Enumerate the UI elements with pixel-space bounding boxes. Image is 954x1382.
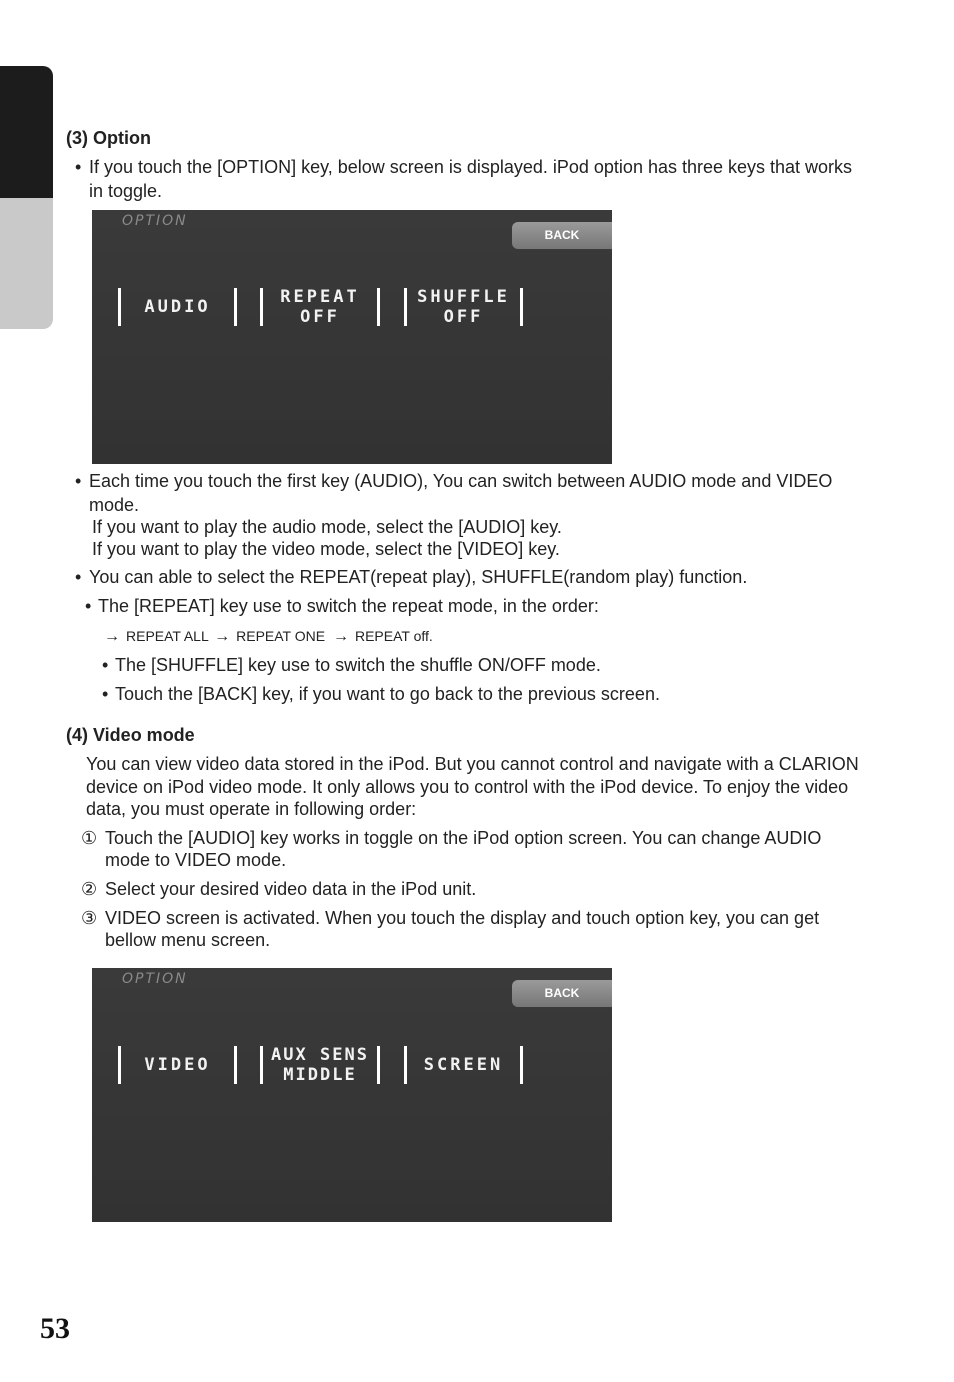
bullet-icon: • — [102, 684, 109, 704]
step-3-line-2: bellow menu screen. — [105, 930, 271, 950]
shuffle-key[interactable] — [404, 288, 523, 326]
key-right-bracket — [520, 1046, 523, 1084]
key-right-bracket — [520, 288, 523, 326]
video-para-line-1: You can view video data stored in the iPod. But you cannot control and navigate with a CLARION — [86, 754, 859, 774]
back-button[interactable]: BACK — [512, 222, 612, 249]
option-intro-line-1: If you touch the [OPTION] key, below screen is displayed. iPod option has three keys that works — [89, 157, 853, 177]
video-key[interactable] — [118, 1046, 237, 1084]
audio-note-line-4: If you want to play the video mode, select the [VIDEO] key. — [92, 539, 560, 559]
aux-sens-key[interactable] — [260, 1046, 380, 1084]
key-label: SHUFFLE OFF — [417, 287, 510, 327]
repeat-order-step: REPEAT ALL — [126, 628, 209, 644]
bullet-icon: • — [75, 567, 82, 587]
video-para-line-2: device on iPod video mode. It only allows you to control with the iPod device. To enjoy the video — [86, 777, 849, 797]
screen-title: OPTION — [122, 213, 188, 229]
repeat-key[interactable] — [260, 288, 380, 326]
audio-key[interactable] — [118, 288, 237, 326]
audio-note-line-3: If you want to play the audio mode, select the [AUDIO] key. — [92, 517, 562, 537]
key-right-bracket — [234, 1046, 237, 1084]
audio-note-line-1: Each time you touch the first key (AUDIO), You can switch between AUDIO mode and VIDEO — [89, 471, 833, 491]
step-1-line-1: Touch the [AUDIO] key works in toggle on the iPod option screen. You can change AUDIO — [105, 828, 822, 848]
screen-title: OPTION — [122, 971, 188, 987]
chapter-tab-dark — [0, 66, 53, 198]
page-number: 53 — [40, 1312, 70, 1345]
option-screen-audio — [92, 210, 612, 464]
repeat-order-step: REPEAT off. — [354, 628, 433, 644]
key-label: AUDIO — [144, 297, 211, 317]
key-label: SCREEN — [423, 1055, 504, 1075]
screen-key[interactable] — [404, 1046, 523, 1084]
key-label: VIDEO — [144, 1055, 211, 1075]
step-3-line-1: VIDEO screen is activated. When you touch the display and touch option key, you can get — [105, 908, 820, 928]
option-intro-line-2: in toggle. — [89, 181, 163, 201]
back-button[interactable]: BACK — [512, 980, 612, 1007]
step-number: ① — [81, 828, 98, 848]
video-para-line-3: data, you must operate in following order: — [86, 799, 417, 819]
arrow-right-icon: → — [214, 628, 231, 645]
option-screen-video — [92, 968, 612, 1222]
chapter-tab-light — [0, 198, 53, 329]
arrow-right-icon: → — [332, 628, 349, 645]
bullet-icon: • — [102, 655, 109, 675]
key-label: AUX SENS MIDDLE — [271, 1045, 369, 1085]
key-right-bracket — [234, 288, 237, 326]
repeat-shuffle-note: You can able to select the REPEAT(repeat play), SHUFFLE(random play) function. — [89, 567, 748, 587]
repeat-order — [104, 627, 433, 646]
step-2-line-1: Select your desired video data in the iPod unit. — [105, 879, 477, 899]
audio-note-line-2: mode. — [89, 495, 140, 515]
repeat-order-step: REPEAT ONE — [236, 628, 326, 644]
bullet-icon: • — [75, 157, 82, 177]
bullet-icon: • — [85, 596, 92, 616]
key-right-bracket — [377, 1046, 380, 1084]
key-right-bracket — [377, 288, 380, 326]
shuffle-key-note: The [SHUFFLE] key use to switch the shuffle ON/OFF mode. — [115, 655, 601, 675]
step-1-line-2: mode to VIDEO mode. — [105, 850, 287, 870]
section-4-heading: (4) Video mode — [66, 725, 195, 745]
section-3-heading: (3) Option — [66, 128, 151, 148]
back-key-note: Touch the [BACK] key, if you want to go back to the previous screen. — [115, 684, 660, 704]
key-label: REPEAT OFF — [280, 287, 360, 327]
repeat-key-note: The [REPEAT] key use to switch the repeat mode, in the order: — [98, 596, 599, 616]
arrow-right-icon: → — [104, 628, 120, 645]
step-number: ② — [81, 879, 98, 899]
step-number: ③ — [81, 908, 98, 928]
bullet-icon: • — [75, 471, 82, 491]
